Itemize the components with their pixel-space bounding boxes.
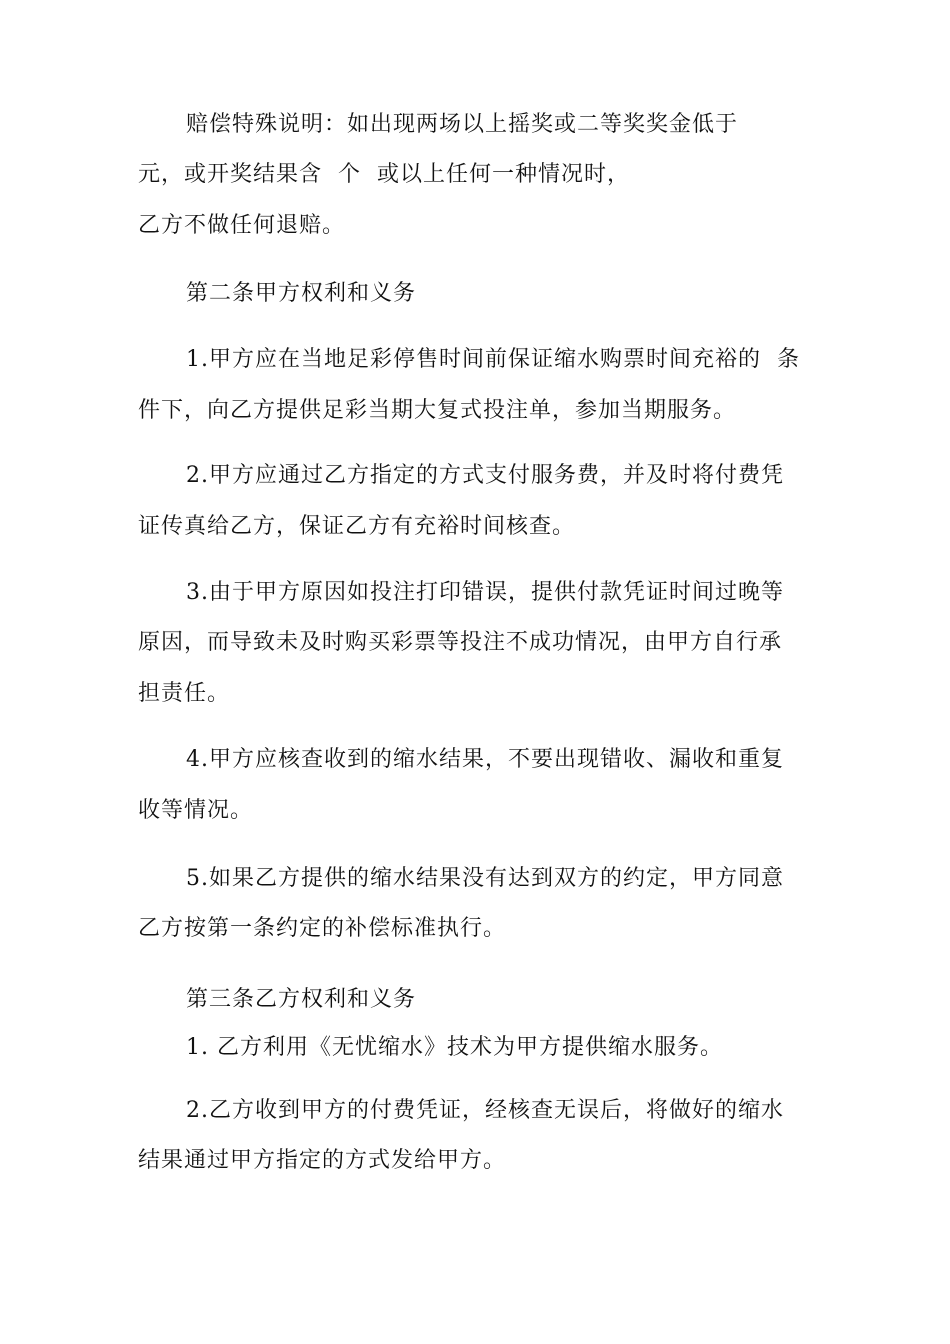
text-line: 元，或开奖结果含 个 或以上任何一种情况时， (138, 162, 630, 187)
text-line: 3.由于甲方原因如投注打印错误，提供付款凭证时间过晚等 (186, 580, 784, 605)
text-line: 乙方按第一条约定的补偿标准执行。 (138, 916, 507, 941)
section-heading-article-3: 第三条乙方权利和义务 (186, 987, 417, 1012)
text-line: 收等情况。 (138, 798, 254, 823)
text-line: 件下，向乙方提供足彩当期大复式投注单，参加当期服务。 (138, 398, 737, 423)
text-line: 担责任。 (138, 681, 231, 706)
text-line: 2.乙方收到甲方的付费凭证，经核查无误后，将做好的缩水 (186, 1098, 784, 1123)
section-heading-article-2: 第二条甲方权利和义务 (186, 281, 417, 306)
text-line: 2.甲方应通过乙方指定的方式支付服务费，并及时将付费凭 (186, 463, 784, 488)
text-line: 1.甲方应在当地足彩停售时间前保证缩水购票时间充裕的 条 (186, 347, 800, 372)
text-line: 原因，而导致未及时购买彩票等投注不成功情况，由甲方自行承 (138, 630, 783, 655)
text-line: 赔偿特殊说明：如出现两场以上摇奖或二等奖奖金低于 (186, 112, 739, 137)
text-line: 乙方不做任何退赔。 (138, 213, 346, 238)
text-line: 1. 乙方利用《无忧缩水》技术为甲方提供缩水服务。 (186, 1035, 723, 1060)
text-line: 5.如果乙方提供的缩水结果没有达到双方的约定，甲方同意 (186, 866, 784, 891)
text-line: 4.甲方应核查收到的缩水结果，不要出现错收、漏收和重复 (186, 747, 784, 772)
text-line: 证传真给乙方，保证乙方有充裕时间核查。 (138, 514, 576, 539)
text-line: 结果通过甲方指定的方式发给甲方。 (138, 1148, 507, 1173)
